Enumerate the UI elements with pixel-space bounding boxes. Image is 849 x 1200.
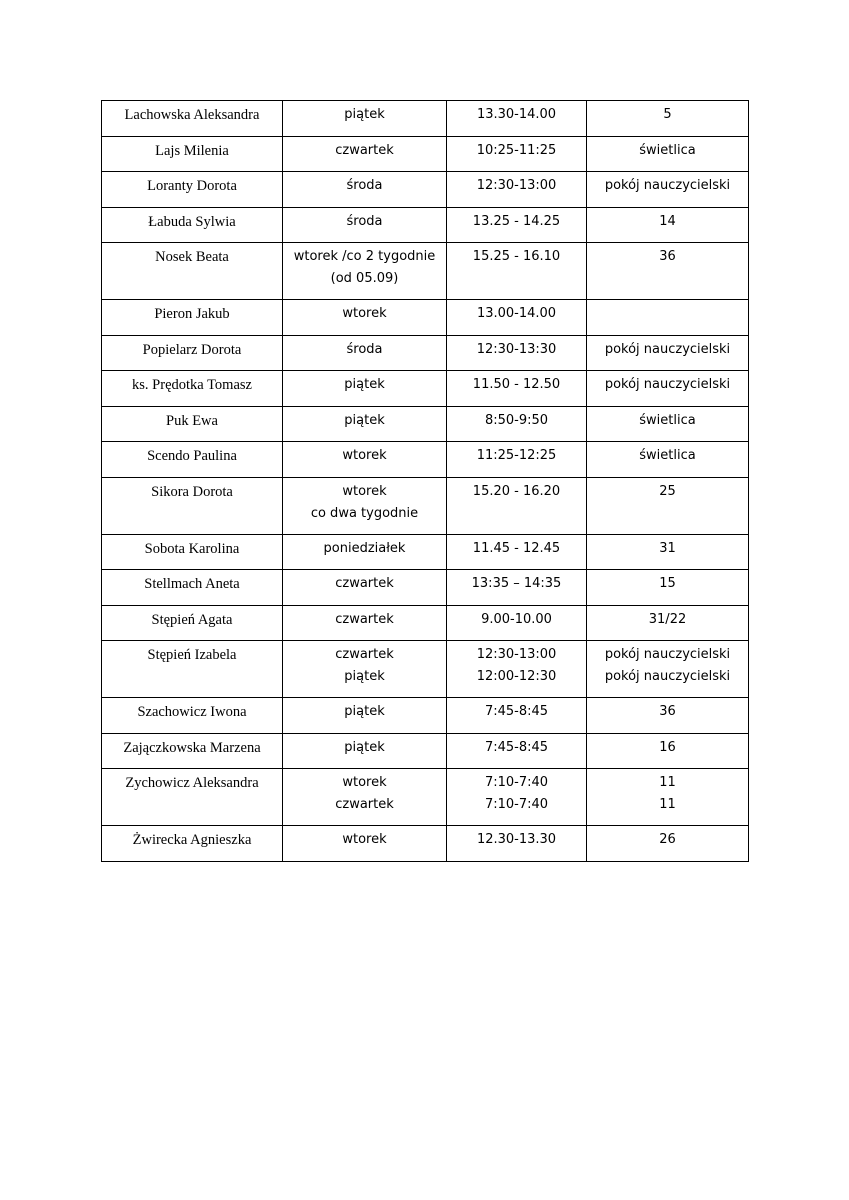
day-cell [283,733,447,769]
room-cell-line: 11 [659,797,676,812]
table-row [102,243,749,300]
teacher-name-cell: Lachowska Aleksandra [102,101,283,137]
day-cell-line: poniedziałek [323,540,406,556]
time-cell [447,172,587,208]
room-cell-line: pokój nauczycielski [604,377,731,392]
time-cell [447,136,587,172]
day-cell [283,136,447,172]
day-cell [283,172,447,208]
time-cell-line: 7:45-8:45 [484,739,549,755]
time-cell-line: 15.25 - 16.10 [472,249,561,264]
table-row [102,769,749,826]
table-row [102,172,749,208]
time-cell-line: 7:10-7:40 [484,775,549,790]
day-cell-line: wtorek [342,775,387,790]
day-cell-line: środa [346,178,383,193]
teacher-name-cell: Sobota Karolina [102,534,283,570]
room-cell [587,300,749,336]
table-row [102,406,749,442]
table-row [102,698,749,734]
time-cell [447,335,587,371]
room-cell [587,101,749,137]
room-cell [587,442,749,478]
room-cell [587,733,749,769]
day-cell-line: czwartek [335,142,394,158]
table-row [102,641,749,698]
day-cell-line: środa [346,341,383,357]
room-cell-line: 11 [659,775,676,790]
day-cell-line: piątek [344,107,385,122]
time-cell [447,570,587,606]
teacher-name-cell: Puk Ewa [102,406,283,442]
room-cell [587,172,749,208]
table-row [102,442,749,478]
day-cell-line: piątek [344,704,385,719]
room-cell [587,243,749,300]
time-cell [447,300,587,336]
time-cell [447,769,587,826]
teacher-name-cell: Zychowicz Aleksandra [102,769,283,826]
room-cell [587,136,749,172]
room-cell [587,641,749,698]
time-cell [447,826,587,862]
day-cell [283,698,447,734]
room-cell-line: świetlica [639,412,696,428]
table-row [102,207,749,243]
room-cell-line: pokój nauczycielski [604,178,731,193]
room-cell-line: 31 [659,540,676,556]
room-cell [587,371,749,407]
day-cell-line: czwartek [335,611,394,627]
room-cell-line: pokój nauczycielski [604,341,731,357]
room-cell-line: 15 [659,576,676,591]
room-cell [587,826,749,862]
time-cell-line: 11.50 - 12.50 [472,377,561,392]
room-cell [587,406,749,442]
day-cell-line: czwartek [335,576,394,591]
schedule-table-body [102,101,749,862]
consultation-schedule-table [101,100,749,862]
time-cell-line: 13.00-14.00 [476,306,557,321]
day-cell-line: środa [346,213,383,229]
day-cell-line: czwartek [335,797,394,812]
day-cell-line: wtorek /co 2 tygodnie [293,249,436,264]
teacher-name-cell: Sikora Dorota [102,477,283,534]
day-cell [283,826,447,862]
table-row [102,300,749,336]
day-cell [283,769,447,826]
room-cell-line: 36 [659,704,676,719]
day-cell-line: wtorek [342,448,387,463]
teacher-name-cell: Szachowicz Iwona [102,698,283,734]
time-cell-line: 12:00-12:30 [476,669,557,684]
day-cell-line: wtorek [342,306,387,321]
day-cell-line: (od 05.09) [330,271,399,286]
time-cell-line: 12.30-13.30 [476,832,557,847]
day-cell [283,534,447,570]
teacher-name-cell: Popielarz Dorota [102,335,283,371]
room-cell [587,477,749,534]
day-cell-line: wtorek [342,832,387,847]
day-cell [283,605,447,641]
room-cell-line: pokój nauczycielski [604,647,731,662]
teacher-name-cell: Scendo Paulina [102,442,283,478]
table-row [102,605,749,641]
time-cell-line: 8:50-9:50 [484,412,549,428]
time-cell-line: 12:30-13:00 [476,647,557,662]
teacher-name-cell: Łabuda Sylwia [102,207,283,243]
day-cell [283,406,447,442]
teacher-name-cell: Pieron Jakub [102,300,283,336]
day-cell-line: piątek [344,412,385,428]
room-cell-line: 5 [663,107,672,122]
day-cell [283,335,447,371]
table-row [102,136,749,172]
time-cell [447,101,587,137]
day-cell-line: piątek [344,669,385,684]
time-cell-line: 7:10-7:40 [484,797,549,812]
room-cell [587,534,749,570]
teacher-name-cell: Stępień Izabela [102,641,283,698]
room-cell [587,335,749,371]
table-row [102,733,749,769]
time-cell-line: 13:35 – 14:35 [471,576,562,591]
time-cell [447,243,587,300]
time-cell-line: 9.00-10.00 [481,611,552,627]
teacher-name-cell: Żwirecka Agnieszka [102,826,283,862]
time-cell [447,641,587,698]
day-cell [283,442,447,478]
day-cell-line: piątek [344,739,385,755]
room-cell [587,570,749,606]
time-cell [447,605,587,641]
time-cell [447,207,587,243]
room-cell-line: 31/22 [648,611,687,627]
time-cell [447,698,587,734]
table-row [102,371,749,407]
day-cell [283,477,447,534]
teacher-name-cell: Nosek Beata [102,243,283,300]
teacher-name-cell: Zajączkowska Marzena [102,733,283,769]
time-cell-line: 11:25-12:25 [476,448,557,463]
teacher-name-cell: Loranty Dorota [102,172,283,208]
time-cell-line: 7:45-8:45 [484,704,549,719]
table-row [102,335,749,371]
table-row [102,534,749,570]
time-cell [447,442,587,478]
time-cell [447,733,587,769]
day-cell-line: piątek [344,377,385,392]
teacher-name-cell: Stellmach Aneta [102,570,283,606]
room-cell-line: pokój nauczycielski [604,669,731,684]
time-cell [447,406,587,442]
day-cell-line: wtorek [342,483,387,499]
day-cell [283,243,447,300]
table-row [102,101,749,137]
time-cell [447,534,587,570]
room-cell-line: świetlica [639,448,696,463]
day-cell [283,300,447,336]
room-cell-line: 16 [659,739,676,755]
room-cell-line: 36 [659,249,676,264]
table-row [102,477,749,534]
room-cell-line: świetlica [639,142,696,158]
time-cell-line: 13.25 - 14.25 [472,213,561,229]
day-cell [283,371,447,407]
room-cell [587,698,749,734]
room-cell-line: 25 [659,483,676,499]
day-cell-line: czwartek [335,647,394,662]
day-cell [283,207,447,243]
room-cell-line: 26 [659,832,676,847]
time-cell-line: 15.20 - 16.20 [472,483,561,499]
day-cell [283,101,447,137]
time-cell [447,371,587,407]
time-cell-line: 10:25-11:25 [476,142,557,158]
room-cell-line: 14 [659,213,676,229]
day-cell-line: co dwa tygodnie [310,505,419,521]
teacher-name-cell: Lajs Milenia [102,136,283,172]
day-cell [283,570,447,606]
teacher-name-cell: Stępień Agata [102,605,283,641]
time-cell-line: 12:30-13:30 [476,341,557,357]
room-cell [587,207,749,243]
room-cell [587,769,749,826]
time-cell [447,477,587,534]
time-cell-line: 12:30-13:00 [476,178,557,193]
room-cell [587,605,749,641]
table-row [102,826,749,862]
teacher-name-cell: ks. Prędotka Tomasz [102,371,283,407]
time-cell-line: 13.30-14.00 [476,107,557,122]
time-cell-line: 11.45 - 12.45 [472,540,561,556]
day-cell [283,641,447,698]
table-row [102,570,749,606]
